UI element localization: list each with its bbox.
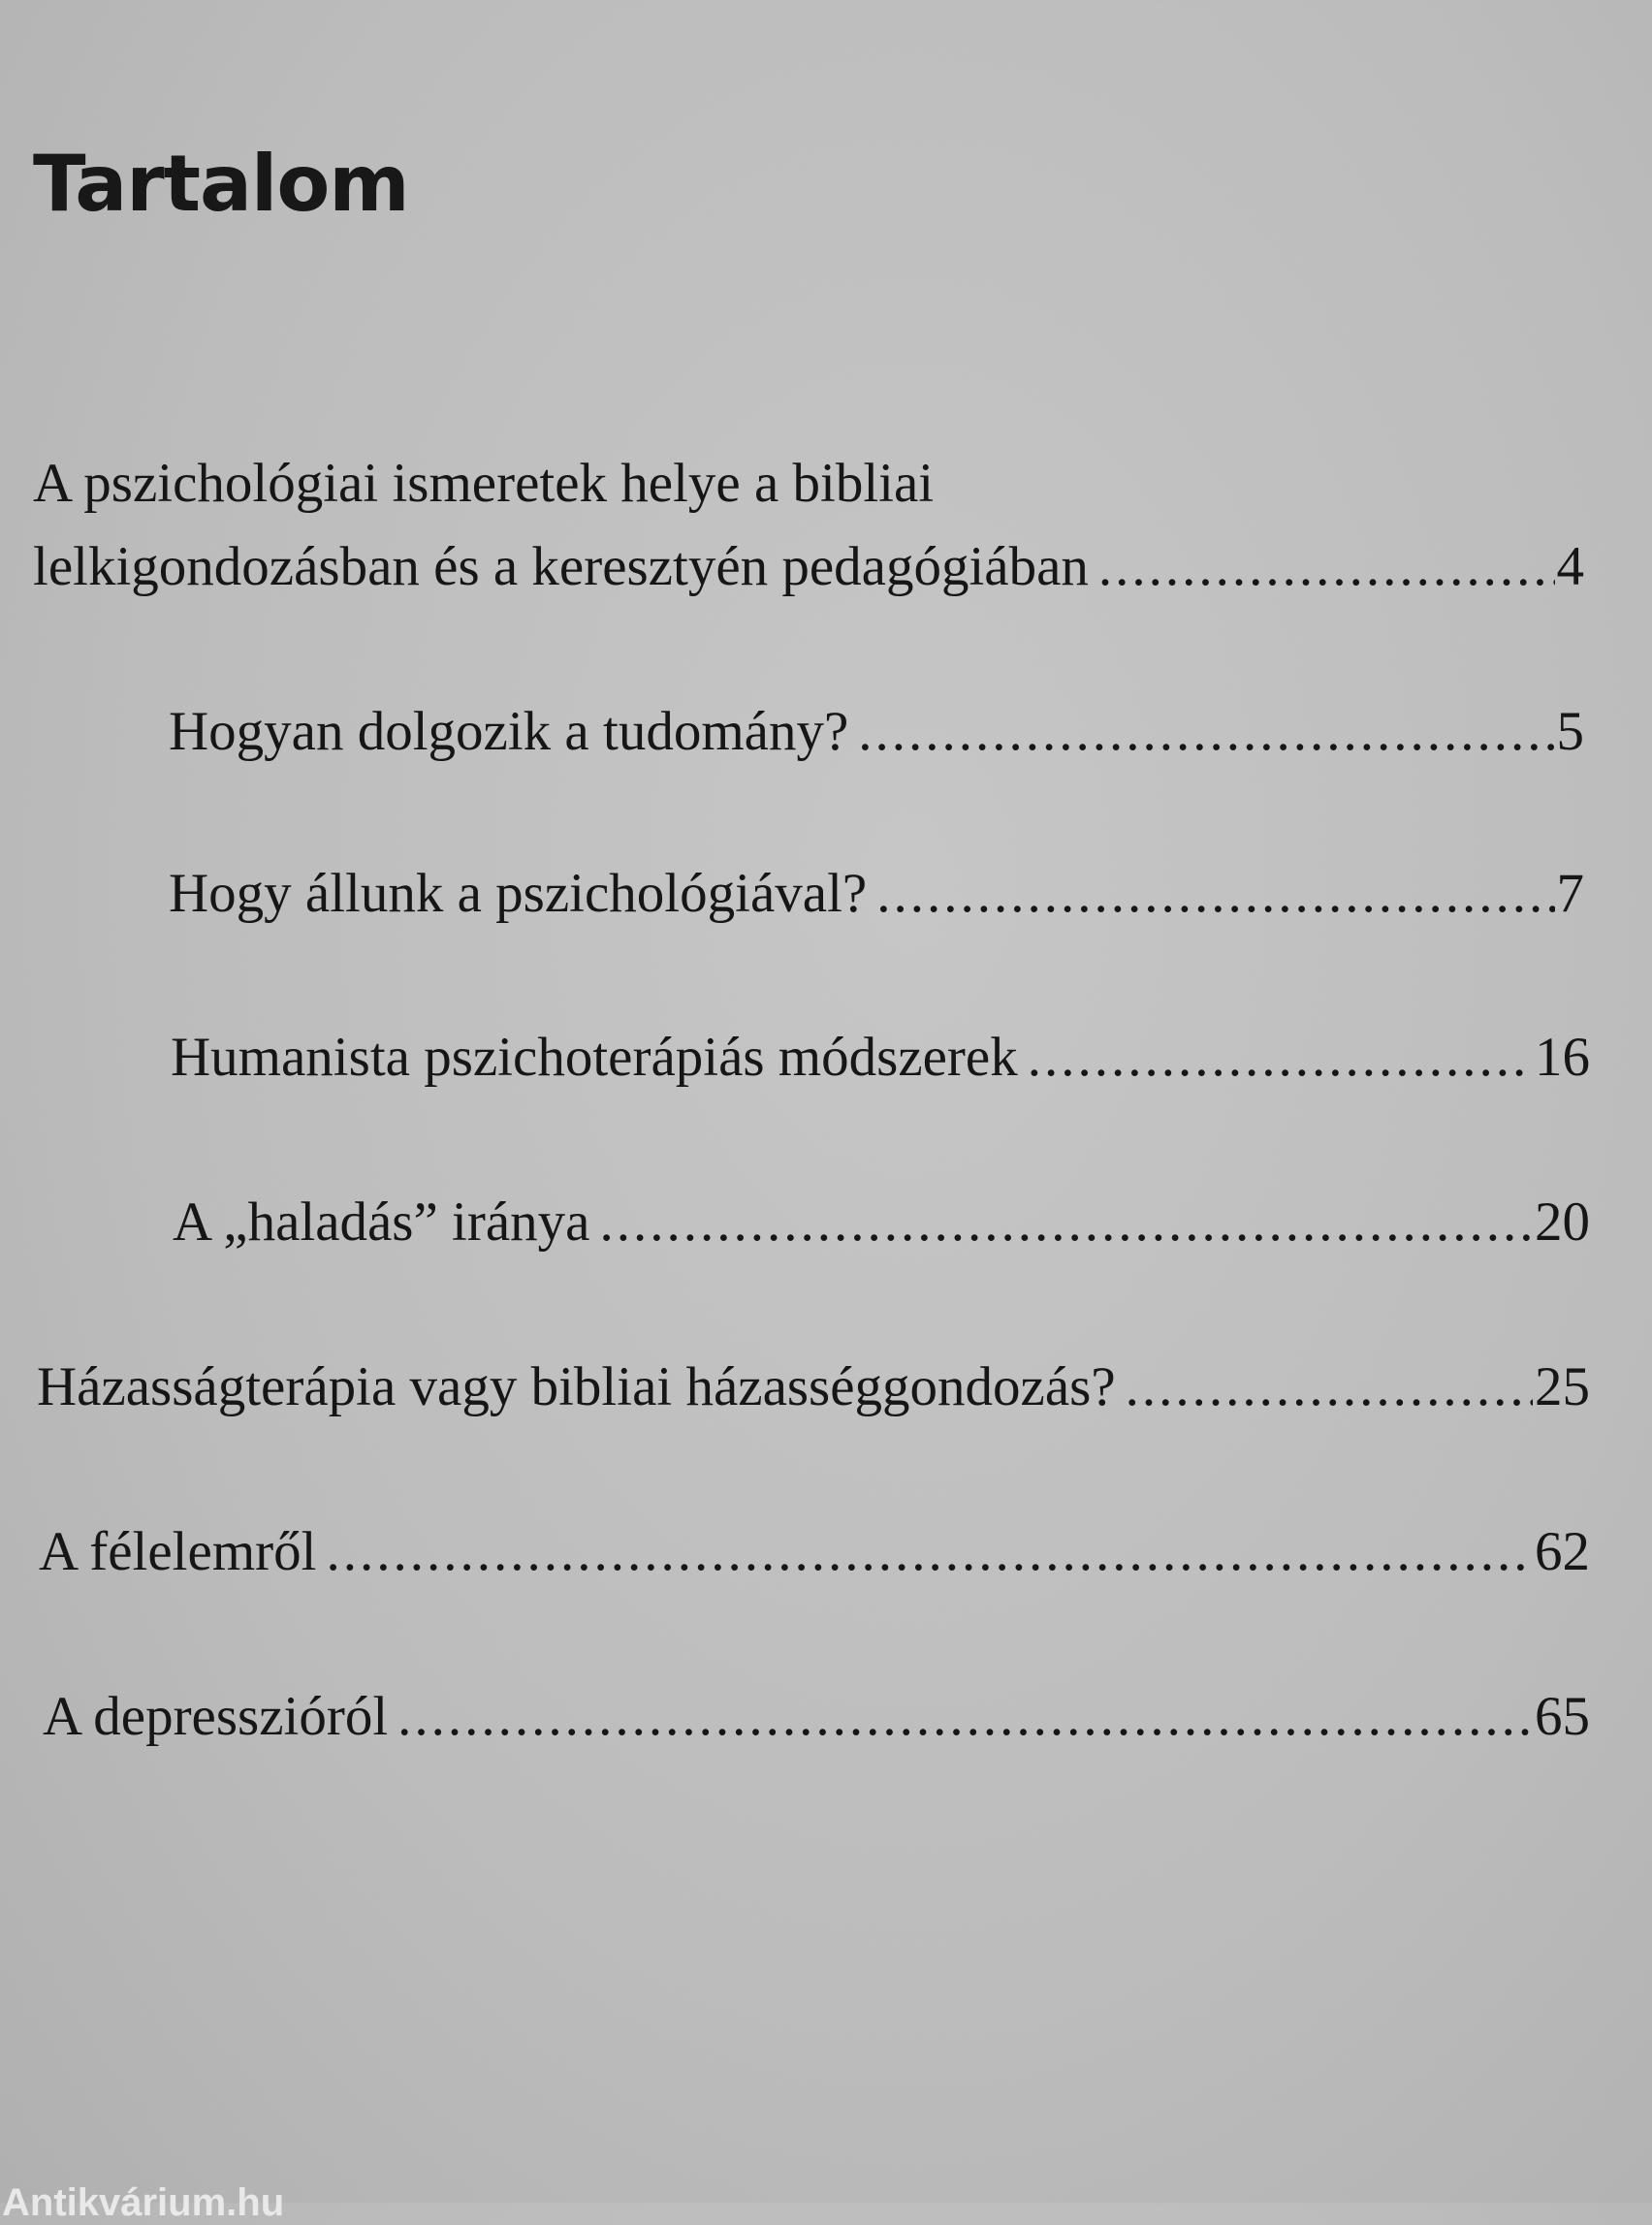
dot-leader xyxy=(858,704,1554,759)
dot-leader xyxy=(1098,539,1555,594)
toc-entry-2 xyxy=(169,701,1584,762)
toc-entry-page: 62 xyxy=(1535,1521,1590,1582)
toc-entry-page: 4 xyxy=(1556,536,1584,597)
toc-entry-title: Hogyan dolgozik a tudomány? xyxy=(169,701,849,762)
toc-entry-page: 5 xyxy=(1556,701,1584,762)
toc-entry-title: Hogy állunk a pszichológiával? xyxy=(169,863,868,924)
dot-leader xyxy=(1126,1359,1533,1414)
page-title: Tartalom xyxy=(33,139,409,229)
toc-entry-title: Humanista pszichoterápiás módszerek xyxy=(171,1027,1018,1088)
toc-entry-1 xyxy=(33,536,1584,597)
toc-entry-3 xyxy=(169,863,1584,924)
toc-entry-8 xyxy=(43,1686,1590,1747)
toc-entry-title: lelkigondozásban és a keresztyén pedagógiában xyxy=(33,536,1089,597)
toc-entry-title: A félelemről xyxy=(39,1521,317,1582)
toc-entry-page: 16 xyxy=(1535,1027,1590,1088)
toc-entry-1-title-line1: A pszichológiai ismeretek helye a bibliai xyxy=(33,453,935,514)
dot-leader xyxy=(599,1194,1533,1250)
toc-entry-5 xyxy=(173,1192,1590,1253)
toc-entry-4 xyxy=(171,1027,1590,1088)
toc-entry-7 xyxy=(39,1521,1590,1582)
toc-entry-6 xyxy=(37,1356,1590,1417)
toc-entry-title: A „haladás” iránya xyxy=(173,1192,590,1253)
toc-entry-title: Házasságterápia vagy bibliai házasséggondozás? xyxy=(37,1356,1116,1417)
toc-entry-title: A depresszióról xyxy=(43,1686,389,1747)
watermark: Antikvárium.hu xyxy=(2,2181,285,2224)
dot-leader xyxy=(326,1524,1533,1579)
dot-leader xyxy=(397,1689,1533,1744)
toc-entry-page: 25 xyxy=(1535,1356,1590,1417)
toc-entry-page: 65 xyxy=(1535,1686,1590,1747)
toc-entry-page: 20 xyxy=(1535,1192,1590,1253)
dot-leader xyxy=(1028,1030,1533,1085)
dot-leader xyxy=(876,866,1554,921)
toc-entry-page: 7 xyxy=(1556,863,1584,924)
